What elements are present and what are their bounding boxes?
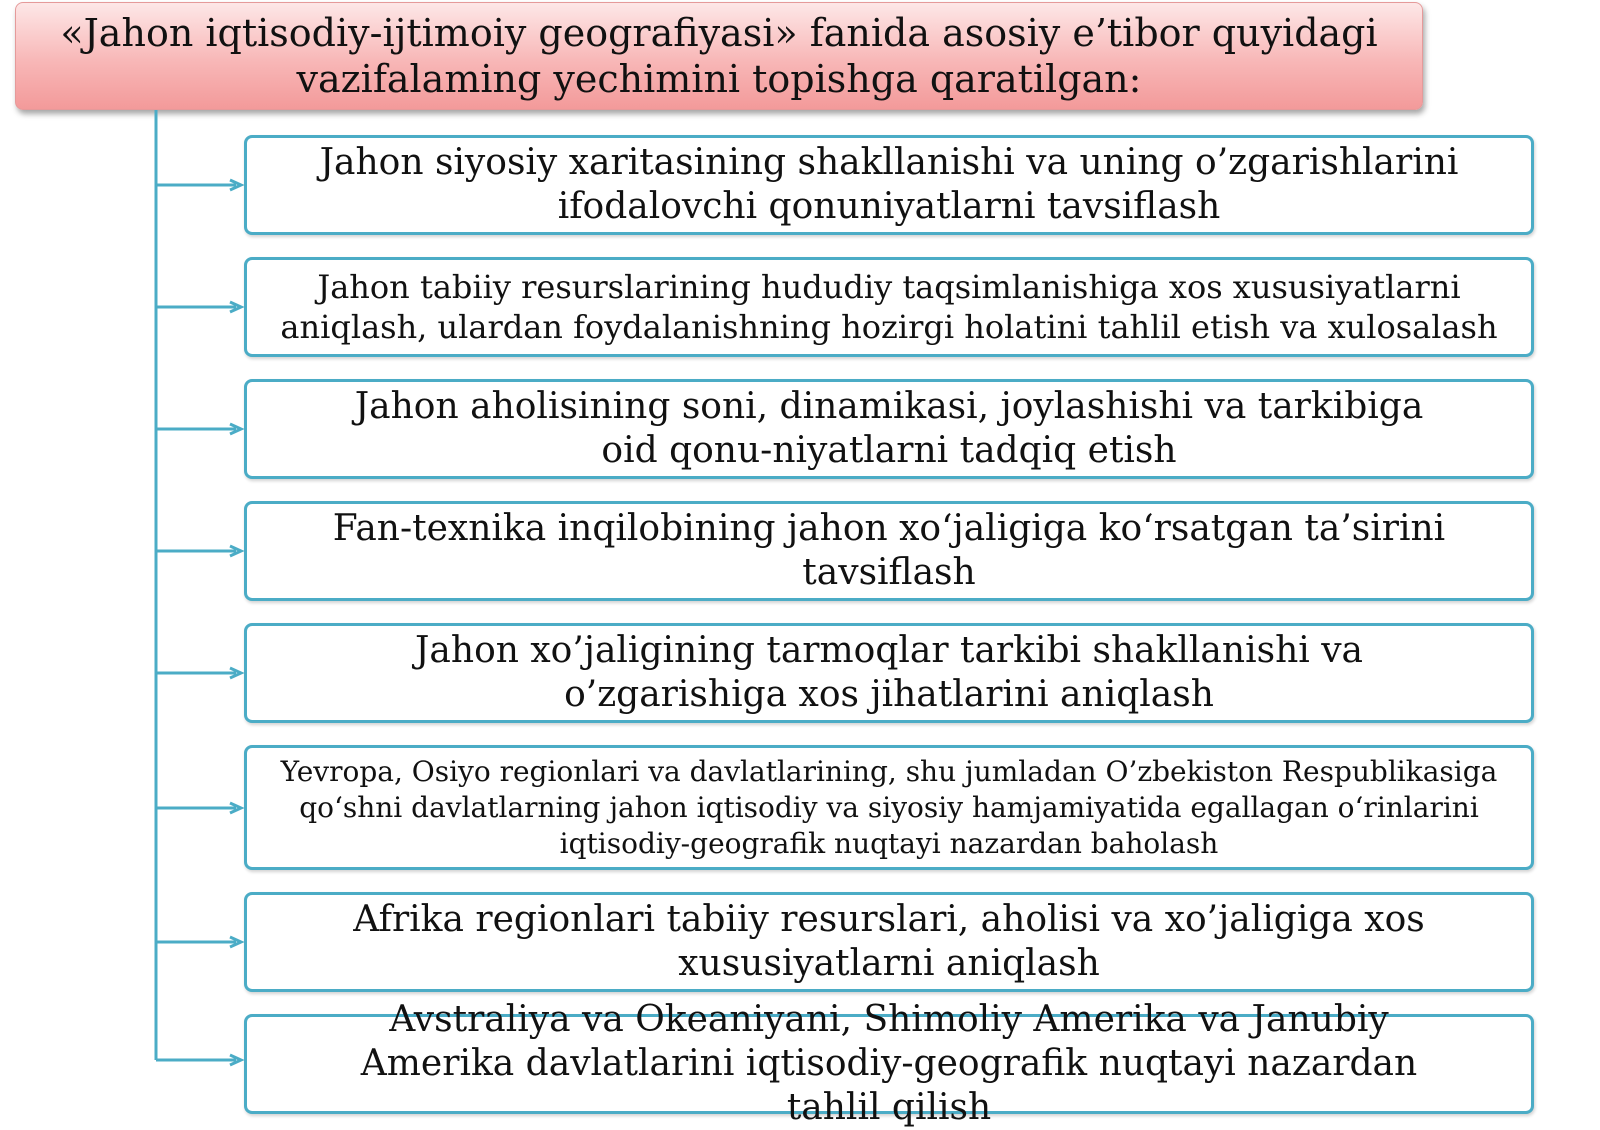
header-box [15, 2, 1423, 110]
branch-arrow-3 [230, 424, 241, 434]
task-box-5 [244, 623, 1534, 723]
task-text-4: Fan-texnika inqilobining jahon xo‘jaligiga ko‘rsatgan ta’sirini tavsiflash [332, 508, 1446, 593]
task-box-7 [244, 892, 1534, 992]
branch-arrow-7 [230, 937, 241, 947]
task-box-4 [244, 501, 1534, 601]
task-text-3: Jahon aholisining soni, dinamikasi, joylashishi va tarkibiga oid qonu-niyatlarni tadqiq etish [354, 386, 1424, 471]
branch-arrow-6 [230, 803, 241, 813]
task-box-1 [244, 135, 1534, 235]
task-text-6: Yevropa, Osiyo regionlari va davlatlarining, shu jumladan O’zbekiston Respublikasiga qo‘shni davlatlarning jahon iqtisodiy va siyosiy hamjamiyatida egallagan o‘rinlarini iqtisodiy-geografik nuqtayi nazardan baholash [280, 754, 1498, 860]
task-text-5: Jahon xo’jaligining tarmoqlar tarkibi shakllanishi va o’zgarishiga xos jihatlarini aniqlash [414, 630, 1364, 715]
task-box-3 [244, 379, 1534, 479]
task-box-6 [244, 745, 1534, 870]
branch-arrow-5 [230, 668, 241, 678]
task-box-2 [244, 257, 1534, 357]
branch-arrow-1 [230, 180, 241, 190]
branch-arrow-2 [230, 302, 241, 312]
branch-arrow-4 [230, 546, 241, 556]
task-text-7: Afrika regionlari tabiiy resurslari, aholisi va xo’jaligiga xos xususiyatlarni aniqlash [353, 899, 1425, 984]
task-text-2: Jahon tabiiy resurslarining hududiy taqsimlanishiga xos xususiyatlarni aniqlash, ulardan foydalanishning hozirgi holatini tahlil etish va xulosalash [280, 268, 1498, 346]
header-title: «Jahon iqtisodiy-ijtimoiy geografiyasi» fanida asosiy e’tibor quyidagi vazifalaming yechimini topishga qaratilgan: [60, 11, 1378, 101]
branch-arrow-8 [230, 1055, 241, 1065]
task-text-8: Avstraliya va Okeaniyani, Shimoliy Amerika va Janubiy Amerika davlatlarini iqtisodiy-geografik nuqtayi nazardan tahlil qilish [360, 999, 1418, 1128]
task-box-8 [244, 999, 1534, 1128]
task-text-1: Jahon siyosiy xaritasining shakllanishi va uning o’zgarishlarini ifodalovchi qonuniyatlarni tavsiflash [319, 142, 1459, 227]
